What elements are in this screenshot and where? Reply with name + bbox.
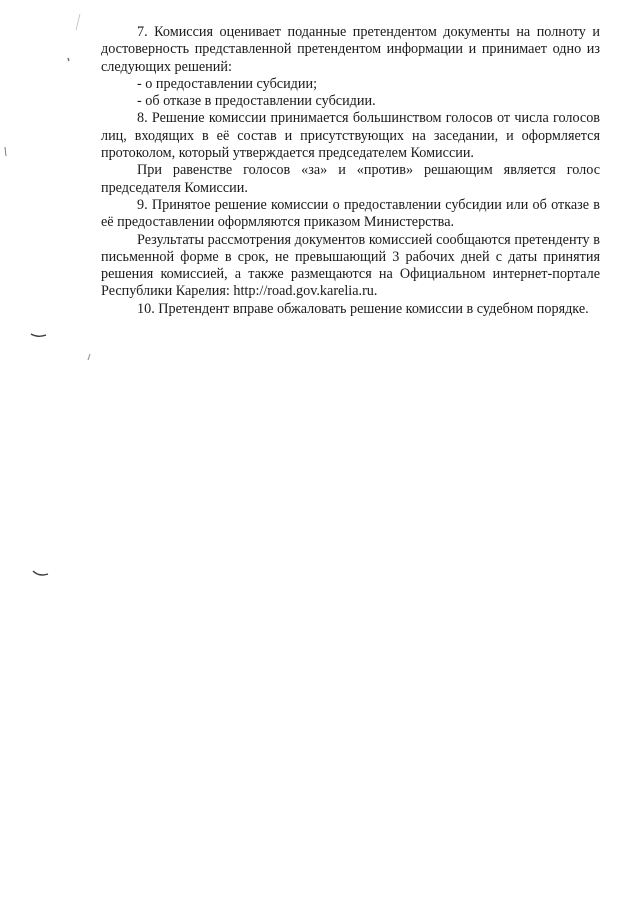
- document-body: [101, 24, 600, 318]
- paragraph-7: 7. Комиссия оценивает поданные претендентом документы на полноту и достоверность представленной претендентом информации и принимает одно из следующих решений:: [101, 24, 600, 75]
- paragraph-7-option-refusal: - об отказе в предоставлении субсидии.: [137, 93, 376, 110]
- scan-mark-low: [30, 566, 52, 582]
- paragraph-8-tie-rule: При равенстве голосов «за» и «против» решающим является голос председателя Комиссии.: [101, 162, 600, 196]
- paragraph-9-results: Результаты рассмотрения документов комиссией сообщаются претенденту в письменной форме в срок, не превышающий 3 рабочих дней с даты принятия решения комиссией, а также размещаются на Официальном интернет-портале Республики Карелия: http://road.gov.karelia.ru.: [101, 231, 600, 300]
- paragraph-7-option-grant: - о предоставлении субсидии;: [137, 75, 318, 92]
- paragraph-9: 9. Принятое решение комиссии о предоставлении субсидии или об отказе в её предоставлении оформляются приказом Министерства.: [101, 196, 600, 231]
- scan-mark-mid: [28, 324, 98, 364]
- scan-mark-top: [62, 12, 86, 62]
- paragraph-8: 8. Решение комиссии принимается большинством голосов от числа голосов лиц, входящих в её состав и присутствующих на заседании, и оформляется протоколом, который утверждается председателем Комиссии.: [101, 110, 600, 162]
- paragraph-10: 10. Претендент вправе обжаловать решение комиссии в судебном порядке.: [137, 300, 589, 317]
- scan-mark-left: [2, 146, 10, 158]
